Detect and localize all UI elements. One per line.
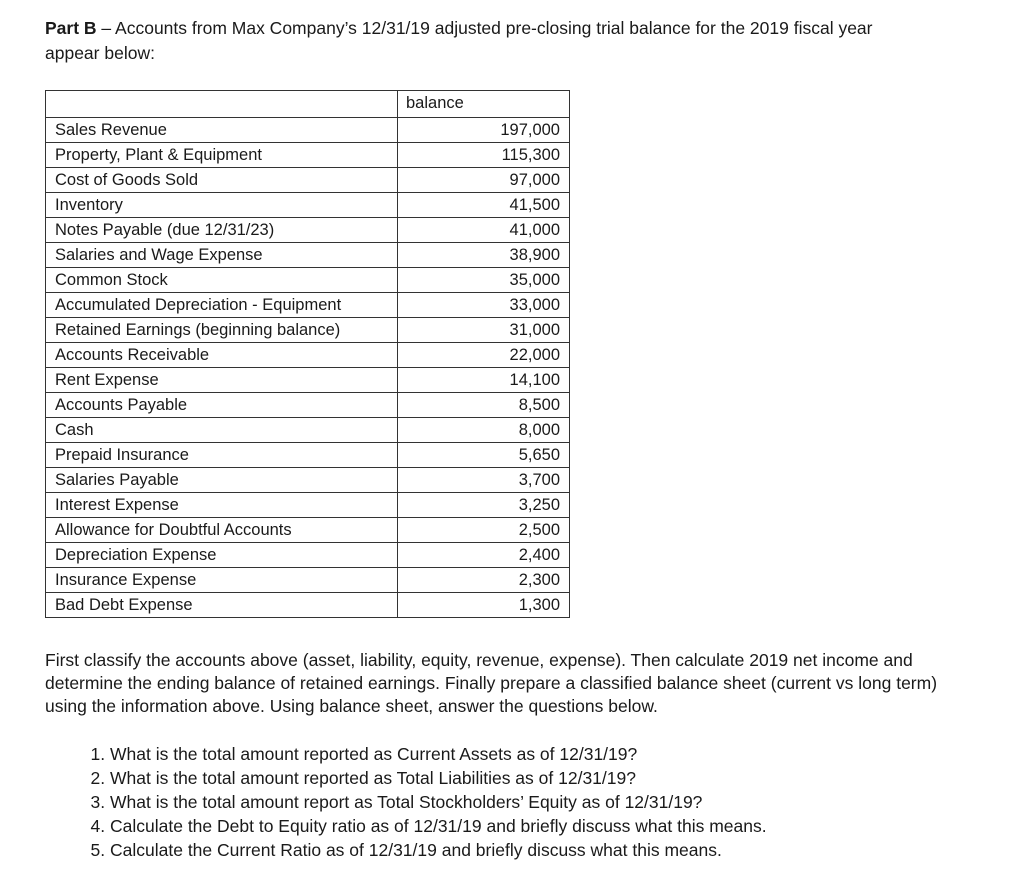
intro-paragraph	[45, 16, 945, 66]
question-item: 4. Calculate the Debt to Equity ratio as of 12/31/19 and briefly discuss what this means.	[110, 814, 990, 838]
account-balance-cell: 197,000	[398, 118, 570, 143]
account-balance-cell: 8,000	[398, 418, 570, 443]
account-balance-cell: 33,000	[398, 293, 570, 318]
account-name-cell: Notes Payable (due 12/31/23)	[46, 218, 398, 243]
account-name-cell: Sales Revenue	[46, 118, 398, 143]
trial-balance-body	[46, 91, 570, 618]
account-name-cell: Accounts Payable	[46, 393, 398, 418]
question-item: 2. What is the total amount reported as Total Liabilities as of 12/31/19?	[110, 766, 990, 790]
account-balance-cell: 115,300	[398, 143, 570, 168]
account-balance-cell: 3,700	[398, 468, 570, 493]
question-item: 5. Calculate the Current Ratio as of 12/31/19 and briefly discuss what this means.	[110, 838, 990, 862]
table-row	[46, 443, 570, 468]
account-name-cell: Cost of Goods Sold	[46, 168, 398, 193]
intro-text-line2: appear below:	[45, 43, 155, 63]
intro-text-line1: Accounts from Max Company’s 12/31/19 adjusted pre-closing trial balance for the 2019 fiscal year	[115, 18, 873, 38]
table-row	[46, 218, 570, 243]
header-balance-cell: balance	[398, 91, 570, 118]
account-balance-cell: 14,100	[398, 368, 570, 393]
header-account-cell	[46, 91, 398, 118]
account-name-cell: Inventory	[46, 193, 398, 218]
account-balance-cell: 2,400	[398, 543, 570, 568]
account-name-cell: Rent Expense	[46, 368, 398, 393]
account-name-cell: Property, Plant & Equipment	[46, 143, 398, 168]
table-row	[46, 318, 570, 343]
account-name-cell: Depreciation Expense	[46, 543, 398, 568]
account-name-cell: Bad Debt Expense	[46, 593, 398, 618]
account-balance-cell: 2,300	[398, 568, 570, 593]
account-name-cell: Retained Earnings (beginning balance)	[46, 318, 398, 343]
account-balance-cell: 35,000	[398, 268, 570, 293]
table-row	[46, 118, 570, 143]
table-row	[46, 193, 570, 218]
account-name-cell: Interest Expense	[46, 493, 398, 518]
account-name-cell: Salaries Payable	[46, 468, 398, 493]
table-row	[46, 418, 570, 443]
table-row	[46, 268, 570, 293]
account-balance-cell: 8,500	[398, 393, 570, 418]
account-balance-cell: 2,500	[398, 518, 570, 543]
account-name-cell: Cash	[46, 418, 398, 443]
table-header-row	[46, 91, 570, 118]
account-name-cell: Allowance for Doubtful Accounts	[46, 518, 398, 543]
account-balance-cell: 3,250	[398, 493, 570, 518]
account-name-cell: Accounts Receivable	[46, 343, 398, 368]
table-row	[46, 518, 570, 543]
trial-balance-table	[45, 90, 570, 618]
questions-list	[0, 742, 990, 862]
instructions-paragraph: First classify the accounts above (asset, liability, equity, revenue, expense). Then calculate 2019 net income and determine the ending balance of retained earnings. Finally prepare a classified balance sheet (current vs long term) using the information above. Using balance sheet, answer the questions below.	[45, 650, 938, 716]
account-balance-cell: 31,000	[398, 318, 570, 343]
account-balance-cell: 41,000	[398, 218, 570, 243]
account-balance-cell: 22,000	[398, 343, 570, 368]
table-row	[46, 168, 570, 193]
part-label: Part B	[45, 18, 97, 38]
table-row	[46, 343, 570, 368]
table-row	[46, 568, 570, 593]
account-balance-cell: 97,000	[398, 168, 570, 193]
table-row	[46, 293, 570, 318]
table-row	[46, 143, 570, 168]
account-name-cell: Accumulated Depreciation - Equipment	[46, 293, 398, 318]
question-item: 1. What is the total amount reported as Current Assets as of 12/31/19?	[110, 742, 990, 766]
account-name-cell: Insurance Expense	[46, 568, 398, 593]
account-name-cell: Salaries and Wage Expense	[46, 243, 398, 268]
table-row	[46, 543, 570, 568]
account-balance-cell: 38,900	[398, 243, 570, 268]
table-row	[46, 243, 570, 268]
table-row	[46, 493, 570, 518]
account-balance-cell: 5,650	[398, 443, 570, 468]
account-name-cell: Prepaid Insurance	[46, 443, 398, 468]
table-row	[46, 468, 570, 493]
account-balance-cell: 1,300	[398, 593, 570, 618]
table-row	[46, 593, 570, 618]
table-row	[46, 368, 570, 393]
question-item: 3. What is the total amount report as Total Stockholders’ Equity as of 12/31/19?	[110, 790, 990, 814]
part-dash: –	[96, 18, 116, 38]
account-balance-cell: 41,500	[398, 193, 570, 218]
table-row	[46, 393, 570, 418]
account-name-cell: Common Stock	[46, 268, 398, 293]
